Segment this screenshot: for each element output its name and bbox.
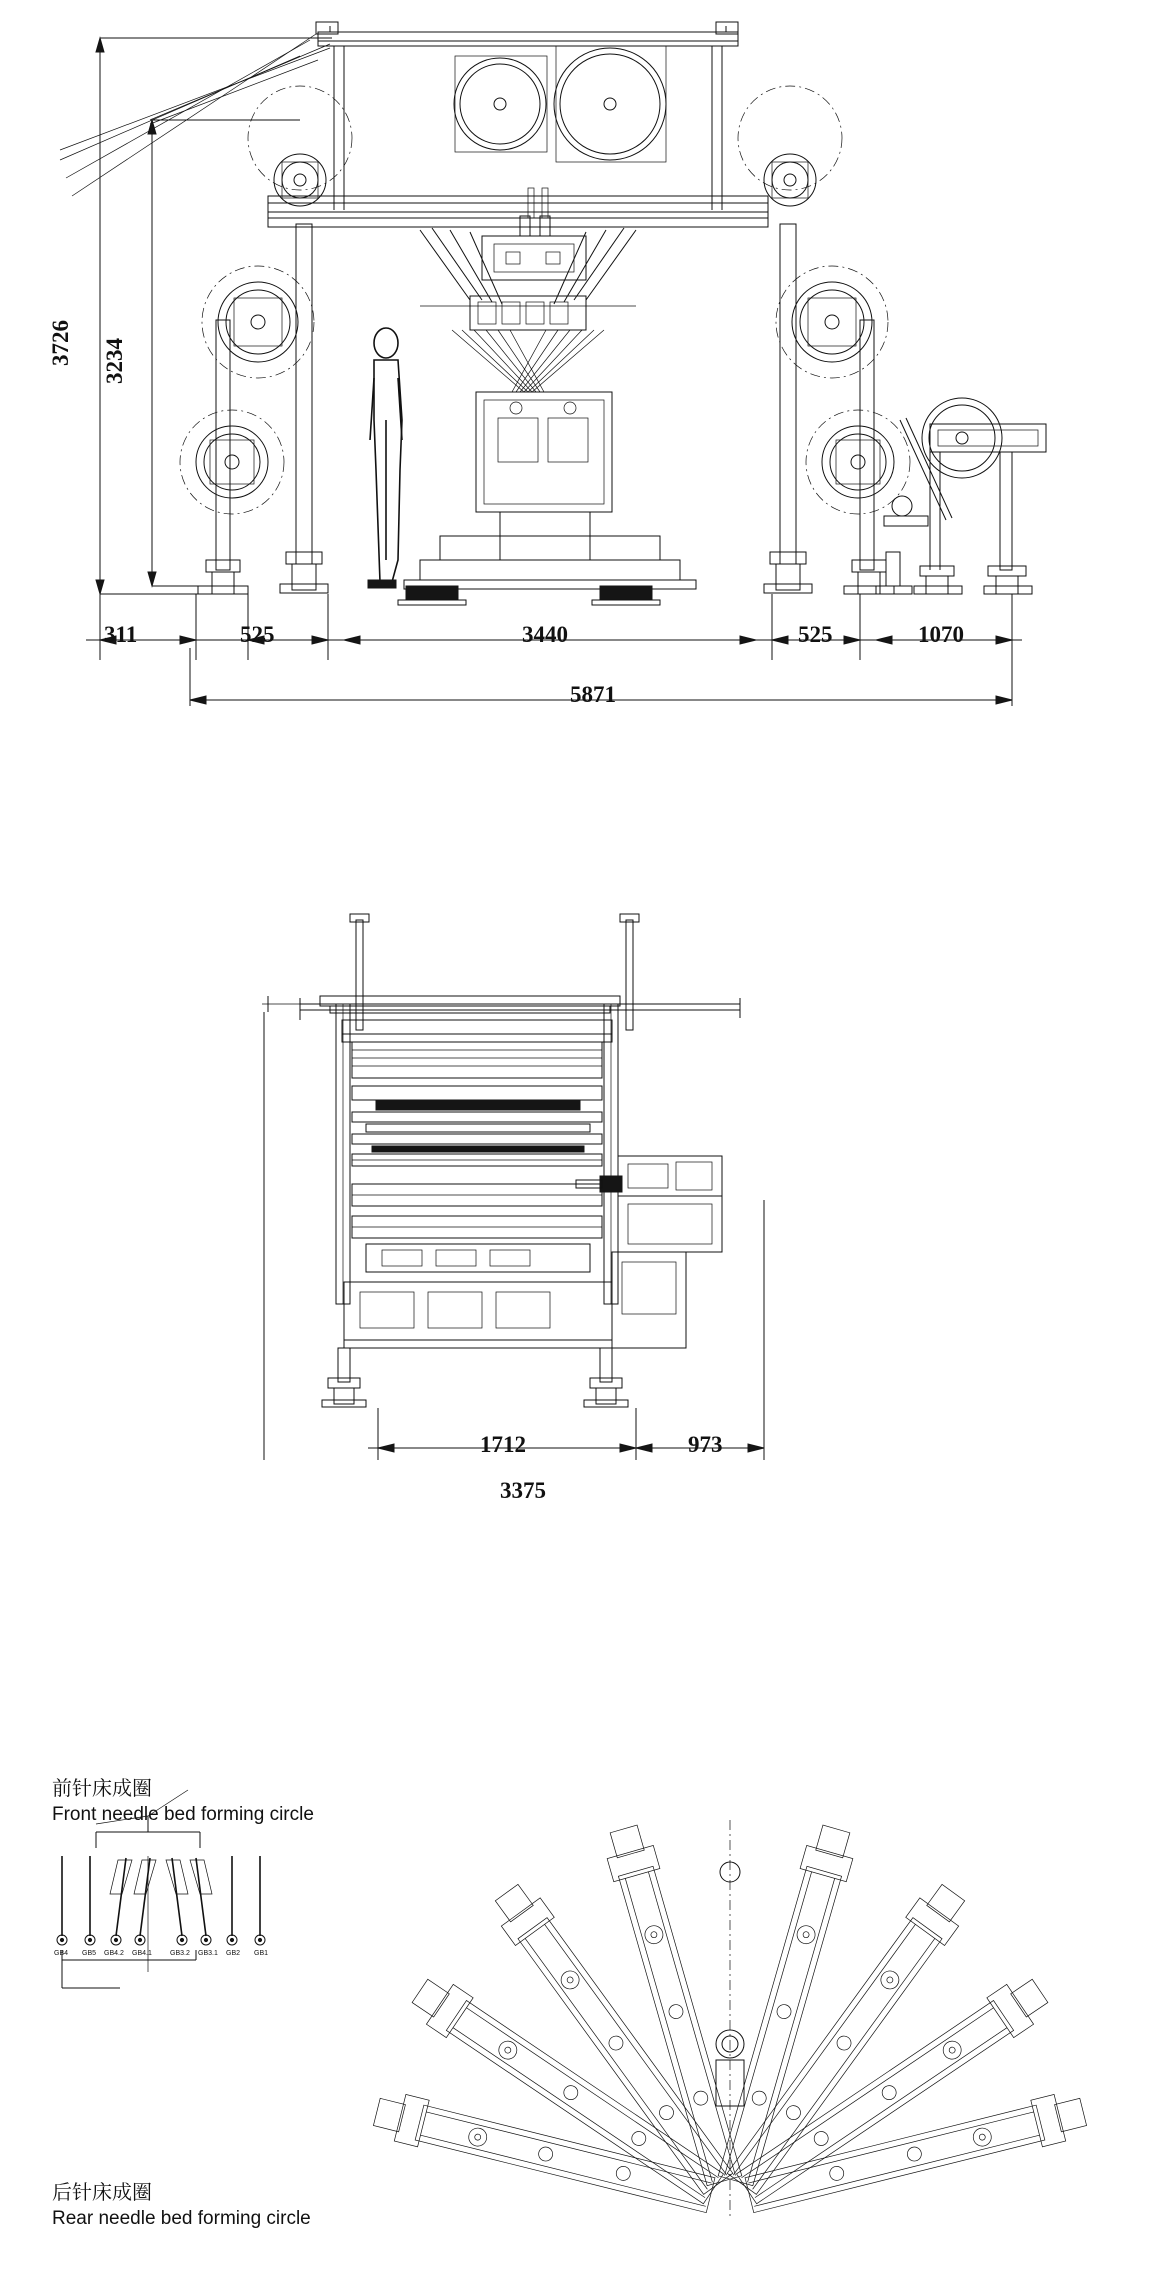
- dim-311: 311: [104, 622, 138, 647]
- bar-label-gb5: GB5: [82, 1950, 97, 1957]
- side-elevation-drawing: [0, 900, 1166, 1460]
- dim-3440: 3440: [522, 622, 568, 647]
- dim-1712: 1712: [480, 1432, 526, 1457]
- dim-1070: 1070: [918, 622, 964, 647]
- bar-label-gb41: GB4.1: [132, 1950, 152, 1957]
- front-elevation-drawing: [0, 0, 1166, 760]
- dim-height-3234: 3234: [102, 338, 127, 384]
- dim-525-right: 525: [798, 622, 833, 647]
- cam-layout-drawing: [0, 1760, 1166, 2280]
- bar-label-gb1: GB1: [254, 1950, 269, 1957]
- dim-height-3726: 3726: [48, 320, 73, 366]
- bar-label-gb31: GB3.1: [198, 1950, 218, 1957]
- caption-front-en: Front needle bed forming circle: [52, 1804, 314, 1825]
- caption-front-cjk: 前针床成圈: [52, 1778, 152, 1800]
- bar-label-gb4: GB4: [54, 1950, 69, 1957]
- bar-label-gb2: GB2: [226, 1950, 241, 1957]
- dim-3375: 3375: [500, 1478, 546, 1503]
- caption-rear-en: Rear needle bed forming circle: [52, 2208, 311, 2229]
- dim-525-left: 525: [240, 622, 275, 647]
- bar-label-gb42: GB4.2: [104, 1950, 124, 1957]
- caption-rear-cjk: 后针床成圈: [52, 2182, 152, 2204]
- dim-973: 973: [688, 1432, 723, 1457]
- dim-5871: 5871: [570, 682, 616, 707]
- bar-label-gb32: GB3.2: [170, 1950, 190, 1957]
